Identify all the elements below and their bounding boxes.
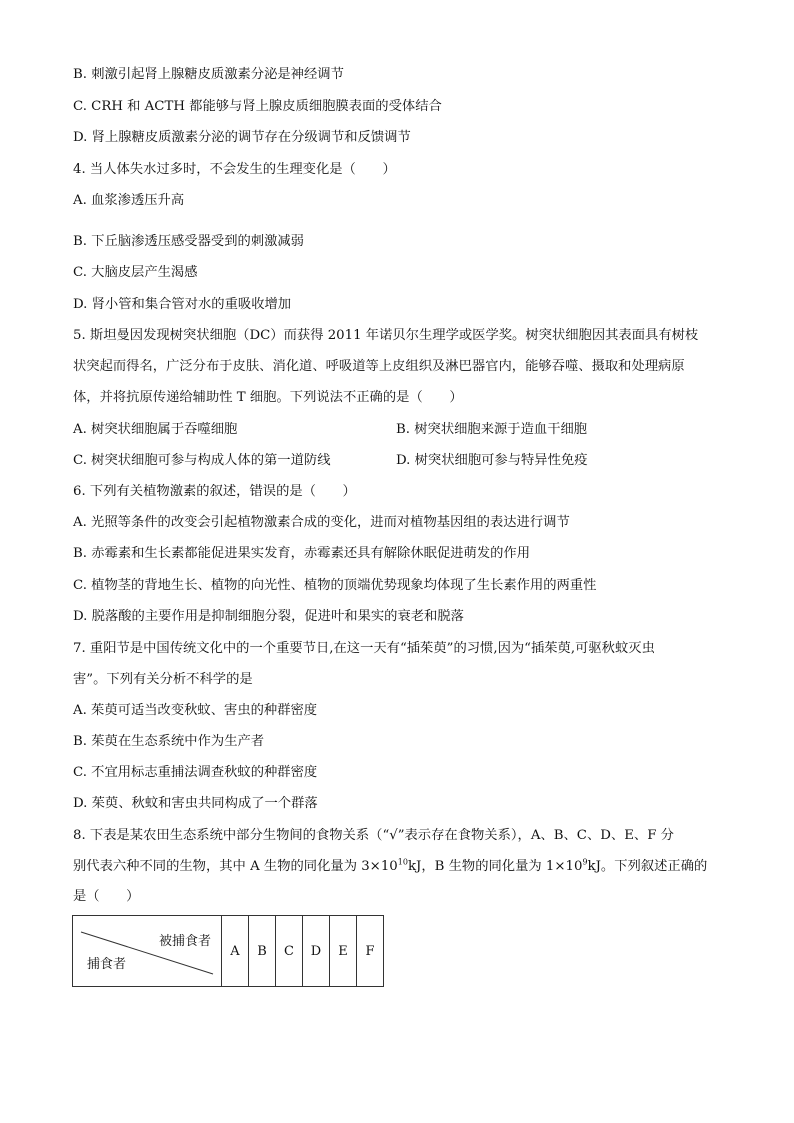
text-line: D. 茱萸、秋蚊和害虫共同构成了一个群落 <box>73 796 318 811</box>
question-4: 4. 当人体失水过多时，不会发生的生理变化是（ ） <box>73 162 396 177</box>
food-relation-table <box>72 915 384 987</box>
text-line: A. 茱萸可适当改变秋蚊、害虫的种群密度 <box>73 703 318 718</box>
text-segment: 别代表六种不同的生物，其中 A 生物的同化量为 3×10 <box>73 859 398 874</box>
exponent: 9 <box>582 857 588 867</box>
column-header: C <box>276 916 303 987</box>
text-line: 是（ ） <box>73 889 140 904</box>
predator-label: 捕食者 <box>87 957 127 972</box>
text-line: 害”。下列有关分析不科学的是 <box>73 672 253 687</box>
diagonal-line <box>73 916 221 986</box>
option-b: B. 树突状细胞来源于造血干细胞 <box>396 422 588 437</box>
option-c: C. 树突状细胞可参与构成人体的第一道防线 <box>73 453 331 468</box>
text-line: B. 茱萸在生态系统中作为生产者 <box>73 734 265 749</box>
column-header: E <box>330 916 357 987</box>
text-line: D. 肾上腺糖皮质激素分泌的调节存在分级调节和反馈调节 <box>73 130 411 145</box>
question-5: 5. 斯坦曼因发现树突状细胞（DC）而获得 2011 年诺贝尔生理学或医学奖。树突状细胞因其表面具有树枝 <box>73 328 699 343</box>
table-header-row <box>73 916 384 987</box>
text-line <box>73 858 707 876</box>
text-line: D. 肾小管和集合管对水的重吸收增加 <box>73 297 292 312</box>
question-7: 7. 重阳节是中国传统文化中的一个重要节日,在这一天有“插茱萸”的习惯,因为“插茱萸,可驱秋蚊灭虫 <box>73 641 655 656</box>
text-line: A. 光照等条件的改变会引起植物激素合成的变化，进而对植物基因组的表达进行调节 <box>73 515 570 530</box>
option-row <box>73 421 237 439</box>
option-a: A. 树突状细胞属于吞噬细胞 <box>73 422 238 437</box>
text-line: D. 脱落酸的主要作用是抑制细胞分裂，促进叶和果实的衰老和脱落 <box>73 609 464 624</box>
text-line: 体，并将抗原传递给辅助性 T 细胞。下列说法不正确的是（ ） <box>73 390 463 405</box>
text-line: C. 不宜用标志重捕法调查秋蚊的种群密度 <box>73 765 318 780</box>
text-line: C. 大脑皮层产生渴感 <box>73 265 198 280</box>
text-line: B. 下丘脑渗透压感受器受到的刺激减弱 <box>73 234 304 249</box>
text-line: C. 植物茎的背地生长、植物的向光性、植物的顶端优势现象均体现了生长素作用的两重性 <box>73 578 597 593</box>
exponent: 10 <box>397 857 408 867</box>
text-segment: kJ。下列叙述正确的 <box>587 859 708 874</box>
text-line: B. 刺激引起肾上腺糖皮质激素分泌是神经调节 <box>73 67 344 82</box>
text-line: B. 赤霉素和生长素都能促进果实发育，赤霉素还具有解除休眠促进萌发的作用 <box>73 546 531 561</box>
question-6: 6. 下列有关植物激素的叙述，错误的是（ ） <box>73 484 356 499</box>
prey-label: 被捕食者 <box>158 934 211 949</box>
option-d: D. 树突状细胞可参与特异性免疫 <box>396 453 588 468</box>
column-header: D <box>303 916 330 987</box>
text-line: 状突起而得名，广泛分布于皮肤、消化道、呼吸道等上皮组织及淋巴器官内，能够吞噬、摄取和处理病原 <box>73 359 685 374</box>
column-header: B <box>249 916 276 987</box>
text-line: C. CRH 和 ACTH 都能够与肾上腺皮质细胞膜表面的受体结合 <box>73 99 442 114</box>
column-header: A <box>222 916 249 987</box>
column-header: F <box>357 916 384 987</box>
text-segment: kJ，B 生物的同化量为 1×10 <box>407 859 583 874</box>
text-line: A. 血浆渗透压升高 <box>73 193 185 208</box>
question-8: 8. 下表是某农田生态系统中部分生物间的食物关系（“√”表示存在食物关系），A、B、C、D、E、F 分 <box>73 828 674 843</box>
diagonal-header-cell <box>73 916 222 987</box>
